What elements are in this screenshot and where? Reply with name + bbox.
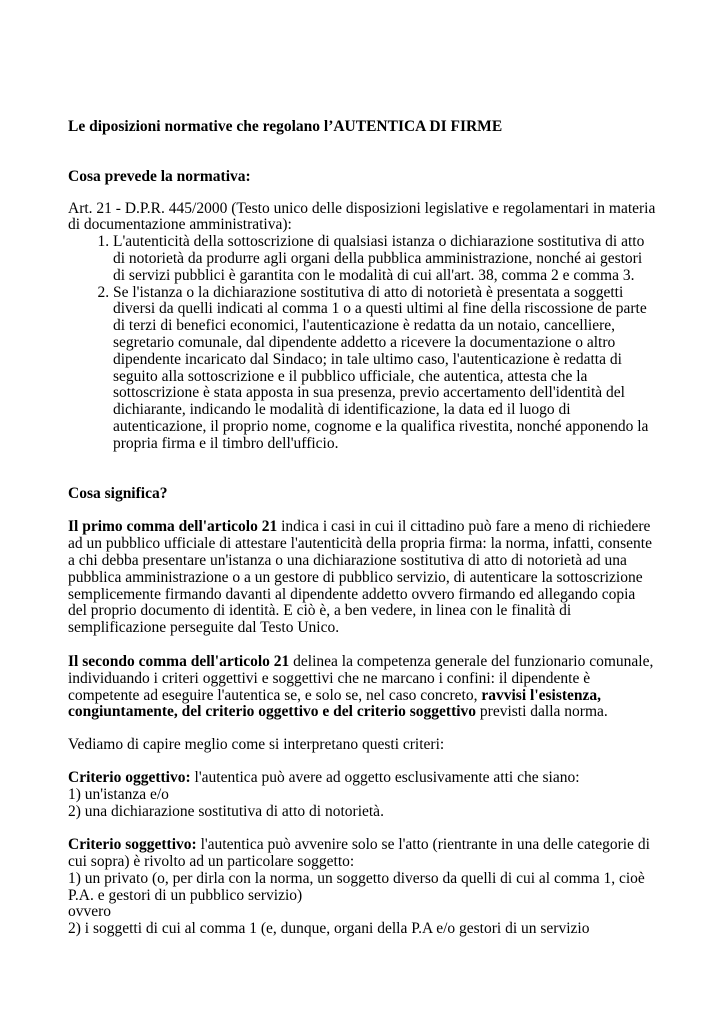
document-title: Le diposizioni normative che regolano l’AUTENTICA DI FIRME [68,118,503,135]
criterio-soggettivo-line: ovvero [68,903,112,921]
list-item: 2. Se l'istanza o la dichiarazione sostitutiva di atto di notorietà è presentata a soggetti diversi da quelli indicati al comma 1 o a questi ultimi al fine della riscossione de parte di terzi di benefici economici, l'autenticazione è redatta da un notaio, cancelliere, segretario comunale, dal dipendente addetto a ricevere la documentazione o altro dipendente incaricato dal Sindaco; in tale ultimo caso, l'autenticazione è redatta di seguito alla sottoscrizione e il pubblico ufficiale, che autentica, attesta che la sottoscrizione è stata apposta in sua presenza, previo accertamento dell'identità del dichiarante, indicando le modalità di identificazione, la data ed il luogo di autenticazione, il proprio nome, cognome e la qualifica rivestita, nonché apponendo la propria firma e il timbro dell'ufficio. [113,285,658,453]
article-intro: Art. 21 - D.P.R. 445/2000 (Testo unico delle disposizioni legislative e regolamentari in materia di documentazione amministrativa): [68,199,656,234]
document-page [68,119,658,938]
article-comma-list [68,234,658,452]
section-heading-significato: Cosa significa? [68,484,168,502]
bold-emphasis: ravvisi l'esistenza, congiuntamente, del criterio oggettivo e del criterio soggettivo [68,686,602,721]
section-heading-normativa: Cosa prevede la normativa: [68,167,251,185]
criterio-oggettivo [68,770,658,787]
criterio-soggettivo-line: 1) un privato (o, per dirla con la norma, un soggetto diverso da quelli di cui al comma 1, cioè P.A. e gestori di un pubblico servizio) [68,869,645,904]
paragraph-primo-comma [68,519,658,637]
bold-lead: Il primo comma dell'articolo 21 [68,518,278,536]
criterio-text: l'autentica può avvenire solo se l'atto (rientrante in una delle categorie di cui sopra) è rivolto ad un particolare soggetto: [68,836,650,871]
paragraph-criteri-intro: Vediamo di capire meglio come si interpretano questi criteri: [68,736,445,754]
bold-lead: Il secondo comma dell'articolo 21 [68,652,290,670]
criterio-oggettivo-line: 2) una dichiarazione sostitutiva di atto di notorietà. [68,802,384,820]
list-item: 1. L'autenticità della sottoscrizione di qualsiasi istanza o dichiarazione sostitutiva di atto di notorietà da produrre agli organi della pubblica amministrazione, nonché ai gestori di servizi pubblici è garantita con le modalità di cui all'art. 38, comma 2 e comma 3. [113,234,658,284]
criterio-text: l'autentica può avere ad oggetto esclusivamente atti che siano: [190,768,580,786]
criterio-label: Criterio soggettivo: [68,836,197,854]
criterio-soggettivo-line: 2) i soggetti di cui al comma 1 (e, dunque, organi della P.A e/o gestori di un servizio [68,920,590,938]
criterio-soggettivo [68,837,658,871]
paragraph-text: delinea la competenza generale del funzionario comunale, individuando i criteri oggettivi e soggettivi che ne marcano i confini: il dipendente è competente ad eseguire l'autentica se, e solo se, nel caso concreto, [68,652,654,704]
paragraph-text: previsti dalla norma. [476,703,608,721]
paragraph-secondo-comma [68,654,658,721]
criterio-oggettivo-line: 1) un'istanza e/o [68,785,169,803]
paragraph-text: indica i casi in cui il cittadino può fare a meno di richiedere ad un pubblico ufficiale di attestare l'autenticità della propria firma: la norma, infatti, consente a chi debba presentare un'istanza o una dichiarazione sostitutiva di atto di notorietà ad una pubblica amministrazione o a un gestore di pubblico servizio, di autenticare la sottoscrizione semplicemente firmando davanti al dipendente addetto ovvero firmando ed allegando copia del proprio documento di identità. E ciò è, a ben vedere, in linea con le finalità di semplificazione perseguite dal Testo Unico. [68,518,652,637]
criterio-label: Criterio oggettivo: [68,768,191,786]
